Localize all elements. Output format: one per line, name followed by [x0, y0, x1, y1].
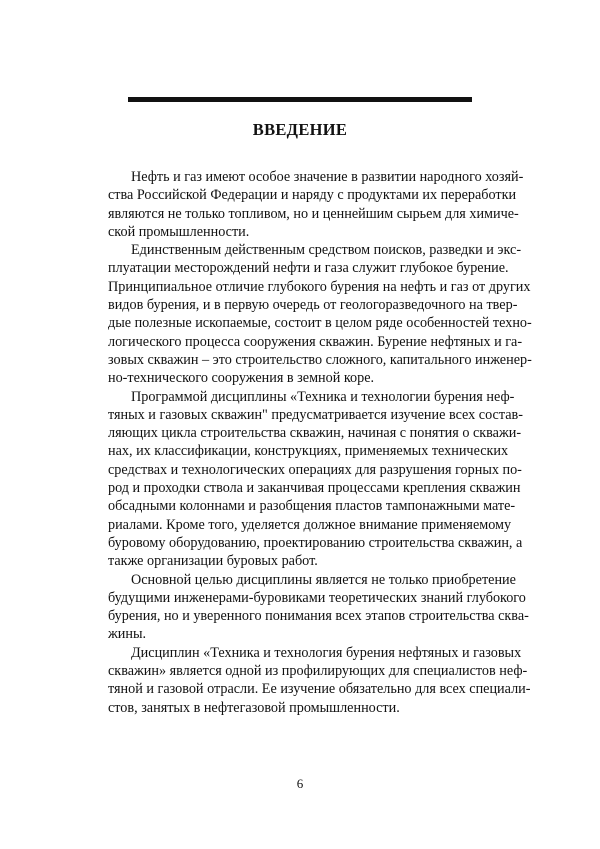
- text-line: тяных и газовых скважин" предусматривается изучение всех состав-: [108, 406, 523, 423]
- paragraph: [108, 241, 532, 387]
- text-line: род и проходки ствола и заканчивая процессами крепления скважин: [108, 480, 521, 497]
- page-title: ВВЕДЕНИЕ: [252, 120, 348, 139]
- text-line: обсадными колоннами и разобщения пластов тампонажными мате-: [108, 498, 516, 515]
- paragraph: [108, 644, 531, 717]
- document-body: [108, 168, 532, 717]
- text-line: ской промышленности.: [108, 223, 250, 240]
- text-line: риалами. Кроме того, уделяется должное внимание применяемому: [108, 516, 512, 533]
- text-line: Принципиальное отличие глубокого бурения на нефть и газ от других: [108, 278, 531, 295]
- top-rule: [128, 97, 472, 102]
- text-line: ляющих цикла строительства скважин, начиная с понятия о скважи-: [108, 425, 522, 442]
- paragraph: [108, 388, 523, 571]
- text-line: Единственным действенным средством поисков, разведки и экс-: [131, 242, 522, 259]
- text-line: жины.: [108, 626, 147, 643]
- text-line: ства Российской Федерации и наряду с продуктами их переработки: [108, 187, 517, 204]
- text-line: логического процесса сооружения скважин. Бурение нефтяных и га-: [108, 333, 523, 350]
- paragraph: [108, 571, 529, 644]
- text-line: Основной целью дисциплины является не только приобретение: [131, 571, 516, 588]
- text-line: видов бурения, и в первую очередь от геологоразведочного на твер-: [108, 297, 518, 314]
- paragraph: [108, 168, 524, 241]
- text-line: средствах и технологических операциях для разрушения горных по-: [108, 461, 522, 478]
- text-line: будущими инженерами-буровиками теоретических знаний глубокого: [108, 589, 526, 606]
- text-line: являются не только топливом, но и ценнейшим сырьем для химиче-: [108, 205, 519, 222]
- text-line: Программой дисциплины «Техника и технологии бурения неф-: [131, 388, 515, 405]
- text-line: Нефть и газ имеют особое значение в развитии народного хозяй-: [131, 169, 524, 185]
- text-line: также организации буровых работ.: [108, 553, 318, 570]
- text-line: Дисциплин «Техника и технология бурения нефтяных и газовых: [131, 644, 522, 661]
- text-line: скважин» является одной из профилирующих для специалистов неф-: [108, 663, 528, 680]
- text-line: бурения, но и уверенного понимания всех этапов строительства сква-: [108, 608, 529, 625]
- text-line: плуатации месторождений нефти и газа служит глубокое бурение.: [108, 260, 509, 277]
- text-line: дые полезные ископаемые, состоит в целом ряде особенностей техно-: [108, 315, 532, 332]
- text-line: буровому оборудованию, проектированию строительства скважин, а: [108, 534, 523, 551]
- page-number: 6: [296, 776, 304, 791]
- text-line: но-технического сооружения в земной коре.: [108, 370, 375, 387]
- text-line: стов, занятых в нефтегазовой промышленности.: [108, 699, 400, 716]
- text-line: зовых скважин – это строительство сложного, капитального инженер-: [108, 351, 532, 368]
- text-line: нах, их классификации, конструкциях, применяемых технических: [108, 443, 509, 460]
- text-line: тяной и газовой отрасли. Ее изучение обязательно для всех специали-: [108, 681, 531, 698]
